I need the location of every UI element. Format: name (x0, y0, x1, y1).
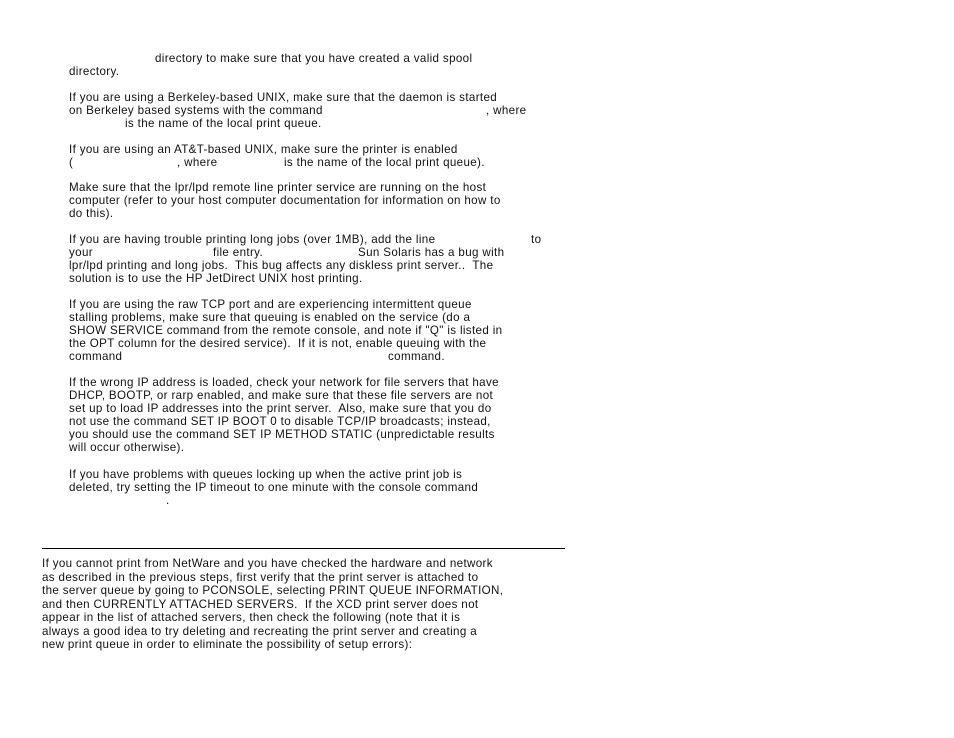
text-line: . (166, 494, 170, 507)
text-line: If the wrong IP address is loaded, check your network for file servers that have (69, 376, 499, 389)
text-line: is the name of the local print queue. (125, 117, 322, 130)
text-line: and then CURRENTLY ATTACHED SERVERS. If the XCD print server does not (42, 598, 479, 611)
text-line: the server queue by going to PCONSOLE, selecting PRINT QUEUE INFORMATION, (42, 584, 504, 597)
text-line: If you are using an AT&T-based UNIX, make sure the printer is enabled (69, 143, 458, 156)
text-line: will occur otherwise). (69, 441, 185, 454)
text-line: directory to make sure that you have created a valid spool (155, 52, 473, 65)
text-line: to (531, 233, 542, 246)
text-line: Sun Solaris has a bug with (358, 246, 505, 259)
text-line: If you are having trouble printing long jobs (over 1MB), add the line (69, 233, 436, 246)
text-line: not use the command SET IP BOOT 0 to disable TCP/IP broadcasts; instead, (69, 415, 491, 428)
text-line: new print queue in order to eliminate the possibility of setup errors): (42, 638, 413, 651)
text-line: is the name of the local print queue). (284, 156, 485, 169)
text-line: as described in the previous steps, first verify that the print server is attached to (42, 571, 479, 584)
text-line: do this). (69, 207, 114, 220)
text-line: If you have problems with queues locking up when the active print job is (69, 468, 463, 481)
text-line: on Berkeley based systems with the command (69, 104, 323, 117)
text-line: appear in the list of attached servers, then check the following (note that it is (42, 611, 461, 624)
text-line: computer (refer to your host computer documentation for information on how to (69, 194, 501, 207)
text-line: directory. (69, 65, 120, 78)
section-divider (42, 548, 565, 549)
text-line: deleted, try setting the IP timeout to one minute with the console command (69, 481, 479, 494)
text-line: solution is to use the HP JetDirect UNIX host printing. (69, 272, 363, 285)
text-line: DHCP, BOOTP, or rarp enabled, and make sure that these file servers are not (69, 389, 494, 402)
text-line: file entry. (213, 246, 264, 259)
text-line: , where (486, 104, 527, 117)
text-line: Make sure that the lpr/lpd remote line printer service are running on the host (69, 181, 487, 194)
text-line: the OPT column for the desired service). If it is not, enable queuing with the (69, 337, 487, 350)
text-line: command. (388, 350, 445, 363)
text-line: If you are using a Berkeley-based UNIX, make sure that the daemon is started (69, 91, 498, 104)
text-line: If you are using the raw TCP port and are experiencing intermittent queue (69, 298, 472, 311)
text-line: always a good idea to try deleting and recreating the print server and creating a (42, 625, 478, 638)
text-line: you should use the command SET IP METHOD STATIC (unpredictable results (69, 428, 495, 441)
text-line: SHOW SERVICE command from the remote console, and note if "Q" is listed in (69, 324, 503, 337)
text-line: ( (69, 156, 74, 169)
text-line: If you cannot print from NetWare and you have checked the hardware and network (42, 557, 493, 570)
text-line: set up to load IP addresses into the print server. Also, make sure that you do (69, 402, 492, 415)
text-line: stalling problems, make sure that queuing is enabled on the service (do a (69, 311, 471, 324)
text-line: your (69, 246, 93, 259)
text-line: , where (177, 156, 218, 169)
text-line: command (69, 350, 123, 363)
text-line: lpr/lpd printing and long jobs. This bug affects any diskless print server.. The (69, 259, 494, 272)
